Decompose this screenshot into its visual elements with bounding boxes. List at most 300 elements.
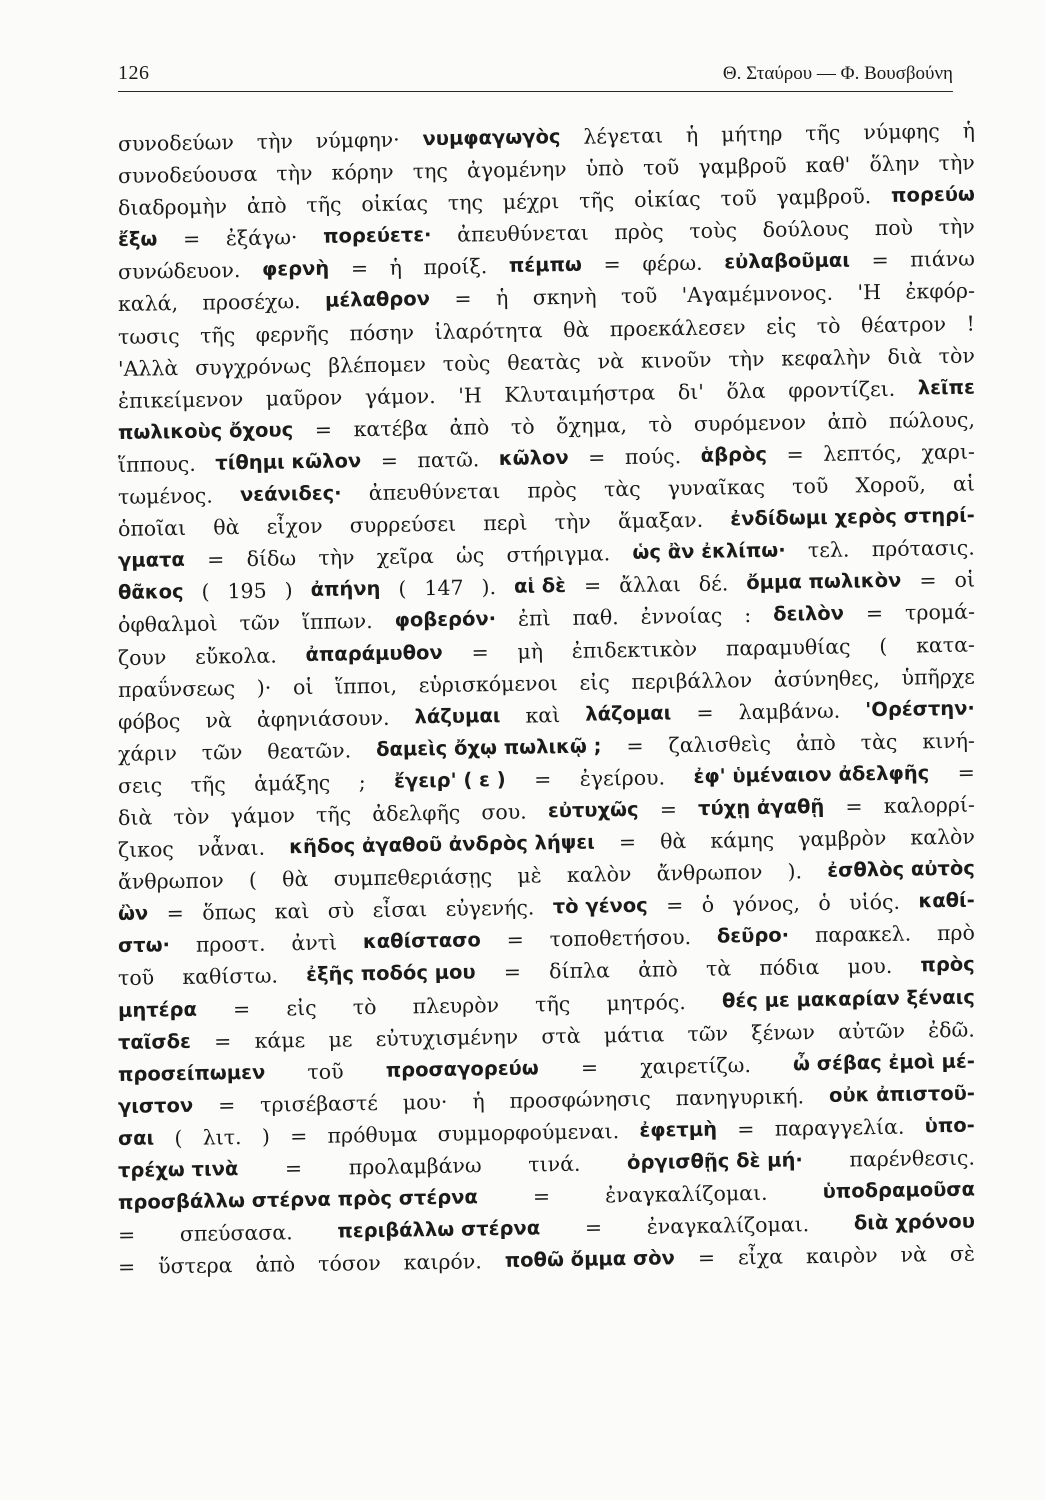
gloss-word: 'Η [857, 280, 882, 305]
gloss-word: οἰκίας [633, 187, 701, 213]
lemma-term: ὄμμα πωλικὸν [746, 569, 902, 595]
gloss-word: = [117, 1255, 136, 1280]
gloss-word: = [532, 1184, 551, 1209]
lemma-term: 'Ορέστην· [865, 696, 976, 721]
gloss-word: ; [358, 769, 366, 795]
lemma-term: ἀπήνη [310, 577, 381, 602]
gloss-word: μέχρι [502, 189, 560, 215]
lemma-term: ἔγειρ' ( ε ) [393, 767, 506, 793]
gloss-word: ἐγείρου. [579, 765, 666, 791]
gloss-word: τὸ [816, 313, 841, 338]
page-header [118, 52, 953, 92]
gloss-word: = [284, 1156, 303, 1181]
gloss-word: ἐκφόρ- [905, 279, 976, 305]
gloss-word: τῆς [315, 802, 352, 827]
gloss-word: = [166, 901, 185, 926]
gloss-word: γαμβροῦ. [776, 184, 872, 210]
gloss-word: = [503, 960, 522, 985]
gloss-word: αὐτῶν [837, 1018, 906, 1044]
lemma-term: μητέρα [117, 997, 198, 1022]
gloss-word: προλαμβάνω [348, 1153, 482, 1180]
gloss-word: 'Η [458, 383, 482, 408]
gloss-word: καιρὸν [805, 1243, 878, 1269]
lemma-term: ποθῶ ὄμμα σὸν [504, 1246, 676, 1273]
gloss-word: = [618, 829, 637, 855]
gloss-word: πρὸς [614, 219, 664, 245]
gloss-word: προσέχω. [202, 289, 301, 316]
gloss-word: προστ. [195, 932, 266, 958]
gloss-word: ἐδῶ. [928, 1017, 975, 1042]
gloss-word: θεατὰς [507, 349, 581, 375]
running-head: Θ. Σταύρου — Φ. Βουσβούνη [722, 63, 953, 84]
gloss-word: τῆς [199, 322, 236, 348]
gloss-word: ἀπὸ [246, 193, 287, 219]
gloss-word: μου. [847, 954, 893, 979]
gloss-word: ἵππους. [117, 451, 196, 477]
gloss-word: λεπτός, [823, 440, 903, 466]
gloss-word: κατα- [915, 632, 976, 657]
gloss-word: σου. [481, 799, 527, 825]
gloss-word: ἀφηνιάσουν. [256, 705, 390, 732]
gloss-word: 195 [227, 578, 267, 604]
gloss-word: κινή- [922, 728, 976, 754]
lemma-term: κῆδος ἀγαθοῦ ἀνδρὸς λήψει [288, 830, 595, 859]
gloss-word: τὴν [938, 214, 975, 240]
gloss-word: θὰ [281, 867, 309, 892]
lemma-term: ἐνδίδωμι χερὸς στηρί- [730, 503, 975, 531]
gloss-word: τῶν [687, 1021, 729, 1046]
gloss-word: καλορρί- [883, 792, 976, 818]
lemma-term: προσαγορεύω [385, 1056, 539, 1082]
gloss-word: εἰς [286, 995, 317, 1020]
lemma-term: φοβερόν· [394, 607, 497, 633]
gloss-word: ). [787, 859, 803, 884]
gloss-word: τὸ [648, 412, 673, 437]
gloss-word: τῆς [578, 188, 615, 213]
lemma-term: ὀργισθῇς δὲ μή· [626, 1148, 803, 1175]
gloss-word: σεις [117, 773, 163, 798]
gloss-word: ὁποῖαι [117, 516, 187, 542]
gloss-word: πόσην [349, 319, 415, 345]
gloss-word: = [380, 448, 399, 473]
gloss-word: ἁμάξης [253, 770, 331, 796]
gloss-word: σκηνὴ [532, 284, 597, 310]
gloss-word: προεκάλεσεν [609, 314, 746, 341]
gloss-word: καὶ [274, 899, 310, 924]
gloss-word: παραμυθίας [725, 633, 851, 660]
gloss-word: ἀπὸ [827, 409, 868, 434]
gloss-word: βλέπομεν [328, 351, 427, 378]
gloss-word: = [696, 700, 714, 725]
gloss-word: τὴν [276, 161, 313, 186]
gloss-word: ἀπὸ [795, 730, 836, 756]
gloss-word: νύμφης [863, 119, 940, 145]
gloss-word: ὁ [818, 891, 831, 916]
gloss-word: περὶ [483, 510, 528, 536]
gloss-word: ! [966, 311, 975, 336]
gloss-word: ἡ [495, 286, 509, 311]
gloss-word: πρόθυμα [327, 1122, 418, 1148]
gloss-word: καλὸν [910, 824, 976, 850]
gloss-word: κόρην [331, 159, 394, 185]
lemma-term: γιστον [117, 1093, 194, 1118]
gloss-word: τὴν [318, 545, 355, 571]
gloss-word: τῆς [535, 991, 571, 1016]
gloss-word: τῆς [306, 192, 342, 218]
gloss-word: με [328, 1026, 353, 1052]
gloss-word: = [697, 1245, 716, 1271]
gloss-word: ἀπευθύνεται [368, 479, 501, 506]
lemma-term: εὐλαβοῦμαι [724, 248, 851, 274]
lemma-term: προσβάλλω στέρνα πρὸς στέρνα [117, 1185, 479, 1215]
gloss-word: πώλους, [888, 407, 976, 433]
gloss-word: τὴν [256, 129, 294, 154]
gloss-word: ἀπὸ [637, 957, 678, 983]
gloss-word: = [206, 547, 225, 572]
gloss-word: ) [261, 1124, 271, 1149]
gloss-word: Χοροῦ, [855, 472, 926, 498]
gloss-word: τὰ [705, 956, 732, 982]
gloss-word: τωσις [117, 323, 180, 349]
gloss-word: ( [201, 579, 210, 604]
gloss-word: ὅπως [202, 900, 257, 925]
lemma-term: μέλαθρον [324, 287, 431, 313]
lemma-term: ὑποδραμοῦσα [822, 1177, 976, 1204]
gloss-word: πραΰνσεως [117, 675, 236, 702]
gloss-word: τῆς [805, 120, 841, 146]
gloss-word: ἅμαξαν. [617, 507, 704, 534]
lemma-term: ἐφετμὴ [639, 1117, 718, 1142]
gloss-word: = [350, 256, 369, 281]
gloss-word: περιβάλλον [631, 667, 753, 694]
gloss-word: = [213, 1028, 232, 1054]
lemma-term: δαμεὶς ὄχῳ πωλικῷ ; [375, 734, 602, 761]
gloss-word: = [117, 1222, 136, 1248]
gloss-word: = [737, 1116, 755, 1142]
gloss-word: κατέβα [353, 415, 429, 442]
lemma-term: πρὸς [920, 952, 975, 977]
gloss-word: ἄνθρωπον [117, 868, 224, 895]
gloss-word: τὸ [510, 414, 535, 439]
gloss-word: τὸ [352, 994, 377, 1019]
gloss-word: τόσον [318, 1251, 381, 1277]
gloss-word: προσφώνησις [509, 1086, 651, 1113]
gloss-word: μου· [402, 1089, 448, 1115]
gloss-word: νὰ [205, 707, 232, 733]
gloss-word: πρὸ [936, 920, 976, 946]
gloss-word: εὑρισκόμενοι [418, 670, 559, 697]
gloss-word: τῶν [201, 739, 243, 765]
gloss-word: γυναῖκας [667, 474, 766, 501]
gloss-word: πόδια [759, 955, 820, 981]
gloss-word: οἱ [292, 674, 314, 699]
gloss-word: καθίστω. [182, 963, 279, 990]
lemma-term: εὐτυχῶς [547, 797, 639, 823]
gloss-word: = [865, 601, 884, 626]
lemma-term: ὑπο- [924, 1113, 975, 1138]
gloss-word: = [845, 794, 863, 819]
gloss-word: ἐξάγω· [225, 225, 298, 251]
gloss-word: τὰς [860, 729, 898, 755]
gloss-word: χεῖρα [376, 544, 434, 570]
gloss-word: συνώδευον. [117, 258, 241, 285]
lemma-term: ἔξω [117, 227, 158, 252]
gloss-word: )· [256, 675, 272, 700]
gloss-word: 'Αγαμέμνονος. [681, 281, 834, 308]
gloss-word: τὴν [728, 346, 765, 372]
gloss-word: ἐννοίας [640, 603, 723, 630]
lemma-term: δειλὸν [772, 602, 845, 627]
gloss-word: λιτ. [202, 1124, 242, 1150]
gloss-word: ὅλην [869, 151, 920, 177]
gloss-word: = [919, 568, 937, 593]
gloss-word: στὰ [541, 1023, 581, 1048]
gloss-word: διὰ [117, 805, 153, 830]
lemma-term: νυμφαγωγὸς [422, 125, 561, 151]
gloss-word: συνοδεύων [117, 130, 235, 156]
gloss-word: = [583, 573, 602, 598]
gloss-word: τοῦ [117, 965, 155, 991]
gloss-word: μαῦρον [265, 385, 343, 411]
gloss-word: σὺ [327, 898, 355, 923]
lemma-term: τύχῃ ἀγαθῇ [697, 794, 825, 820]
gloss-word: εὐγενής. [445, 895, 535, 922]
gloss-word: εἶχον [266, 513, 323, 539]
gloss-word: δίπλα [549, 958, 611, 984]
gloss-word: ἀντὶ [291, 930, 338, 956]
gloss-word: ἡ [389, 255, 403, 281]
gloss-word: εἰς [765, 313, 797, 339]
lemma-term: πωλικοὺς ὄχους [117, 418, 294, 444]
gloss-word: πατῶ. [417, 447, 480, 473]
gloss-word: δι' [677, 379, 705, 404]
gloss-word: = [471, 639, 489, 664]
gloss-word: = [232, 996, 251, 1021]
gloss-word: τῆς [190, 772, 226, 797]
gloss-word: φόβος [117, 708, 181, 734]
lemma-term: στω· [117, 933, 171, 958]
gloss-word: καλὸν [566, 862, 632, 888]
gloss-word: τὰς [603, 476, 641, 502]
gloss-word: σὲ [949, 1241, 976, 1267]
gloss-word: διὰ [887, 344, 922, 369]
gloss-word: ἄνθρωπον [656, 860, 763, 886]
gloss-word: τοῦ [642, 155, 680, 180]
gloss-word: ξένων [751, 1019, 816, 1045]
page-number: 126 [118, 62, 150, 84]
gloss-word: τρισέβαστέ [259, 1090, 379, 1117]
lemma-term: καθίστασο [362, 928, 481, 954]
gloss-word: θὰ [562, 317, 590, 342]
lemma-term: αἱ δὲ [513, 574, 567, 599]
gloss-word: = [533, 767, 552, 792]
gloss-word: τὸν [173, 804, 210, 830]
gloss-word: φροντίζει. [788, 376, 896, 403]
gloss-word: λαμβάνω. [738, 698, 841, 724]
gloss-word: = [580, 1055, 599, 1080]
gloss-word: καὶ [525, 702, 561, 728]
gloss-word: ( [174, 1125, 183, 1151]
gloss-word: ) [284, 578, 293, 603]
gloss-word: τινά. [528, 1151, 581, 1177]
lemma-term: ὦ σέβας ἐμοὶ μέ- [792, 1049, 976, 1076]
gloss-word: ποὺ [874, 215, 914, 241]
gloss-word: προίξ. [423, 254, 488, 280]
gloss-word: τοποθετήσου. [549, 925, 692, 952]
gloss-word: χαιρετίζω. [640, 1052, 752, 1079]
lemma-term: γματα [117, 548, 186, 573]
gloss-word: τοῦ [791, 473, 829, 499]
gloss-word: ἡ [685, 122, 699, 148]
gloss-word: = [603, 252, 621, 277]
gloss-word: δούλους [762, 216, 850, 243]
gloss-word: κάμε [254, 1027, 306, 1053]
gloss-word: θέατρον [860, 311, 947, 337]
lemma-term: ἁβρὸς [700, 442, 768, 467]
gloss-word: ἀδελφῆς [372, 800, 461, 826]
lemma-term: ὡς ἂν ἐκλίπω· [632, 538, 786, 565]
gloss-word: παρακελ. [814, 921, 912, 948]
gloss-word: καλά, [117, 291, 179, 317]
lemma-term: σαι [117, 1126, 155, 1150]
gloss-word: ἐπιδεκτικὸν [571, 636, 698, 663]
gloss-word: ἐπικείμενον [117, 386, 244, 413]
lemma-term: προσείπωμεν [117, 1060, 266, 1086]
gloss-word: τοῦ [720, 186, 757, 211]
gloss-word: καθ' [805, 152, 851, 178]
gloss-word: = [659, 797, 678, 822]
gloss-word: πούς. [624, 444, 682, 469]
gloss-word: κάμης [710, 827, 775, 853]
gloss-word: ἄλλαι [618, 572, 682, 598]
gloss-word: = [182, 226, 201, 252]
gloss-word: τρομά- [904, 599, 976, 626]
gloss-word: νὰ [597, 348, 625, 374]
gloss-word: ὁ [701, 892, 715, 918]
gloss-word: Κλυταιμήστρα [504, 380, 656, 407]
gloss-word: συνοδεύουσα [117, 161, 258, 189]
gloss-word: ( [879, 633, 888, 658]
gloss-word: γάμον [230, 803, 296, 829]
gloss-word: της [447, 190, 484, 216]
gloss-word: συρόμενον [693, 410, 807, 436]
gloss-word: μὲ [517, 863, 542, 888]
gloss-word: ( [398, 576, 407, 601]
gloss-word: οἱ [954, 567, 976, 593]
gloss-word: εὔκολα. [194, 643, 277, 669]
lemma-term: δεῦρο· [716, 923, 790, 948]
gloss-word: συμπεθεριάσῃς [333, 864, 493, 891]
gloss-word: ἵπποι, [334, 673, 398, 699]
gloss-word: υἱός. [848, 889, 901, 915]
gloss-word: της [412, 158, 449, 184]
gloss-word: συρρεύσει [349, 511, 457, 538]
gloss-word: ἀπὸ [449, 415, 490, 440]
gloss-word: θὰ [659, 829, 687, 854]
lemma-term: ἐσθλὸς αὐτὸς [827, 856, 975, 883]
gloss-word: = [871, 248, 889, 273]
lemma-term: τρέχω τινὰ [117, 1157, 239, 1182]
gloss-word: εἶχα [737, 1244, 784, 1270]
gloss-word: ὑπὸ [585, 156, 625, 181]
lemma-term: ταῖσδε [117, 1029, 192, 1054]
lemma-term: πορεύω [890, 182, 976, 208]
lemma-term: διὰ χρόνου [853, 1209, 976, 1235]
gloss-word: ζουν [117, 644, 167, 670]
lemma-term: περιβάλλω στέρνα [337, 1216, 541, 1243]
gloss-word: ἐναγκαλίζομαι. [605, 1180, 768, 1208]
gloss-word: τὸν [938, 343, 976, 368]
gloss-word: εὐτυχισμένην [375, 1024, 519, 1051]
gloss-word: δέ. [698, 571, 729, 597]
gloss-word: ζαλισθεὶς [668, 731, 772, 758]
gloss-word: φερνῆς [255, 321, 330, 347]
gloss-word: σπεύσασα. [179, 1220, 293, 1247]
gloss-word: τελ. [807, 537, 850, 563]
gloss-word: ὑπῆρχε [901, 664, 975, 690]
lemma-term: λάζομαι [585, 700, 672, 726]
gloss-word: = [786, 442, 804, 467]
gloss-word: ζικος [117, 837, 174, 863]
gloss-word: πλευρὸν [412, 992, 500, 1018]
gloss-word: καιρόν. [403, 1249, 482, 1275]
gloss-word: ἱλαρότητα [434, 317, 543, 344]
gloss-word: ἀπευθύνεται [456, 220, 589, 247]
gloss-word: ἀπὸ [255, 1252, 296, 1278]
gloss-word: ( [248, 867, 258, 893]
lemma-term: νεάνιδες· [239, 481, 342, 507]
gloss-word: κινοῦν [640, 347, 712, 373]
lemma-term: θᾶκος [117, 580, 184, 605]
gloss-word: = [454, 286, 472, 312]
gloss-word: = [626, 733, 644, 758]
lemma-term: οὐκ ἀπιστοῦ- [828, 1081, 976, 1107]
gloss-word: = [217, 1092, 236, 1118]
gloss-word: αἱ [952, 471, 976, 496]
gloss-word: κεφαλὴν [781, 344, 871, 371]
gloss-word: = [584, 1215, 603, 1240]
gloss-word: εἰς [579, 669, 610, 695]
gloss-word: ἵππων. [301, 609, 373, 635]
gloss-word: ἡ [962, 118, 976, 143]
gloss-word: δίδω [246, 546, 297, 572]
gloss-word: φέρω. [642, 251, 703, 277]
gloss-word: λέγεται [583, 123, 664, 149]
gloss-word: ἐναγκαλίζομαι. [646, 1212, 810, 1239]
gloss-word: ὄχημα, [556, 412, 628, 438]
lemma-term: φερνὴ [261, 257, 330, 282]
gloss-word: τοὺς [442, 350, 491, 376]
gloss-word: τοῦ [307, 1059, 344, 1084]
gloss-word: συγχρόνως [194, 353, 312, 380]
lemma-term: καθί- [918, 888, 975, 913]
gloss-word: παθ. [572, 605, 619, 631]
lemma-term: λάζυμαι [414, 703, 501, 729]
gloss-word: γαμβρὸν [798, 825, 887, 852]
lemma-term: ὢν [117, 901, 149, 926]
gloss-word: ἀσύνηθες, [773, 665, 880, 692]
gloss-word: = [314, 417, 333, 442]
gloss-word: ὅλα [726, 378, 766, 404]
lemma-term: κῶλον [498, 445, 569, 470]
commentary-text [117, 118, 976, 1283]
lemma-term: ἀπαράμυθον [305, 640, 443, 666]
gloss-word: εἶσαι [372, 897, 428, 923]
gloss-word: τωμένος. [117, 483, 213, 510]
gloss-word: = [588, 445, 606, 470]
gloss-word: πανηγυρική. [675, 1084, 805, 1111]
gloss-word: ). [481, 575, 497, 600]
